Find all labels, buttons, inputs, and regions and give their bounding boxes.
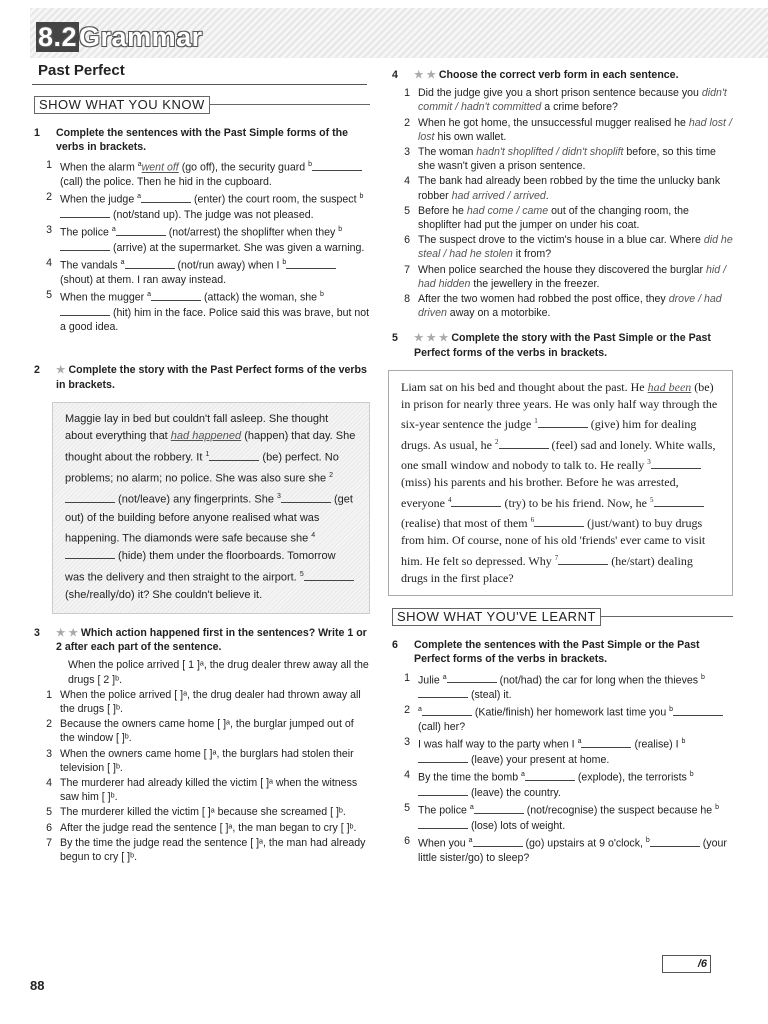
- page-number: 88: [30, 978, 45, 993]
- answer-blank[interactable]: [418, 785, 468, 796]
- exercise-4-heading: 4 ★ ★ Choose the correct verb form in each sentence.: [392, 69, 679, 81]
- exercise-5-heading: 5 ★ ★ ★ Complete the story with the Past Simple or the Past Perfect forms of the verbs in brackets.: [392, 332, 711, 359]
- answer-blank[interactable]: [418, 687, 468, 698]
- answer-blank[interactable]: [60, 305, 110, 316]
- answer-blank[interactable]: [65, 548, 115, 559]
- exercise-5-story: Liam sat on his bed and thought about the past. He had been (be) in prison for nearly three years. He was only half way through the six-year sentence the judge $^1$ (give) him for dealing drugs. As usual, he $^2$ (feel) sad and lonely. White walls, one small window and nobody to talk to. He really $^3$ (miss) his parents and his brother. Before he was arrested, everyone $^4$ (try) to be his friend. Now, he $^5$ (realise) that most of them $^6$ (just/want) to buy drugs from him. Of course, none of his old 'friends' ever came to visit him. He felt so depressed. Why $^7$ (he/start) dealing drugs in the first place?: [388, 370, 733, 596]
- ex1-item-3: 3 The police $^a$ (not/arrest) the shoplifter when they $^b$ (arrive) at the supermarket. She was given a warning.: [46, 224, 365, 255]
- exercise-1-heading: 1 Complete the sentences with the Past Simple forms of the verbs in brackets.: [34, 127, 348, 154]
- verb-choice[interactable]: had lost / lost: [418, 116, 732, 143]
- answer-blank[interactable]: [209, 450, 259, 461]
- answer-blank[interactable]: [654, 496, 704, 507]
- ex6-item-3: 3 I was half way to the party when I $^a$ (realise) I $^b$ (leave) your present at home.: [404, 736, 686, 767]
- ex3-item-1: 1 When the police arrived [ ]ᵃ, the drug dealer had thrown away all the drugs [ ]ᵇ.: [46, 688, 361, 715]
- answer-blank[interactable]: [125, 258, 175, 269]
- answer-blank[interactable]: [141, 192, 191, 203]
- ex6-item-4: 4 By the time the bomb $^a$ (explode), the terrorists $^b$ (leave) the country.: [404, 769, 694, 800]
- ex1-item-2: 2 When the judge $^a$ (enter) the court room, the suspect $^b$ (not/stand up). The judge was not pleased.: [46, 191, 364, 222]
- ex4-item-2: 2 When he got home, the unsuccessful mugger realised he had lost / lost his own wallet.: [404, 116, 732, 143]
- ex4-item-1: 1 Did the judge give you a short prison sentence because you didn't commit / hadn't committed a crime before?: [404, 87, 727, 114]
- show-what-youve-learnt-header: [388, 608, 733, 636]
- exercise-2-story: Maggie lay in bed but couldn't fall asleep. She thought about everything that had happened (happen) that day. She thought about the robbery. It $^1$ (be) perfect. No problems; no alarm; no police. She was also sure she $^2$ (not/leave) any fingerprints. She $^3$ (get out) of the building before anyone realised what was happening. The diamonds were safe because she $^4$ (hide) them under the floorboards. Tomorrow was the delivery and then straight to the airport. $^5$ (she/really/do) it? She couldn't believe it.: [52, 402, 370, 614]
- answer-blank[interactable]: [151, 290, 201, 301]
- difficulty-stars: ★ ★ ★: [414, 332, 449, 345]
- answer-blank[interactable]: [312, 160, 362, 171]
- answer-blank[interactable]: [60, 240, 110, 251]
- score-box[interactable]: /6: [662, 955, 711, 973]
- answer-blank[interactable]: [650, 836, 700, 847]
- answer-blank[interactable]: [65, 492, 115, 503]
- answer-blank[interactable]: [281, 492, 331, 503]
- show-what-youve-learnt-label: SHOW WHAT YOU'VE LEARNT: [392, 608, 601, 626]
- verb-choice[interactable]: didn't commit / hadn't committed: [418, 87, 727, 114]
- sample-answer: went off: [141, 161, 179, 174]
- verb-choice[interactable]: hid / had hidden: [418, 263, 727, 290]
- show-what-you-know-header: [30, 96, 370, 124]
- ex4-item-8: 8 After the two women had robbed the post office, they drove / had driven away on a motorbike.: [404, 293, 722, 320]
- ex1-item-1: 1 When the alarm $^a$went off (go off), the security guard $^b$ (call) the police. Then he hid in the cupboard.: [30, 158, 370, 189]
- ex1-item-5: 5 When the mugger $^a$ (attack) the woman, she $^b$ (hit) him in the face. Police said this was brave, but not a good idea.: [46, 289, 370, 334]
- answer-blank[interactable]: [473, 836, 523, 847]
- answer-blank[interactable]: [581, 737, 631, 748]
- ex4-item-7: 7 When police searched the house they discovered the burglar hid / had hidden the jewellery in the freezer.: [404, 263, 727, 290]
- verb-choice[interactable]: did he steal / had he stolen: [418, 234, 733, 261]
- unit-number: 8.2: [38, 22, 78, 52]
- ex4-item-3: 3 The woman hadn't shoplifted / didn't shoplift before, so this time she wasn't given a prison sentence.: [404, 146, 716, 173]
- answer-blank[interactable]: [418, 818, 468, 829]
- difficulty-stars: ★ ★: [414, 69, 436, 81]
- difficulty-stars: ★ ★: [56, 626, 78, 639]
- sample-answer: had happened: [170, 430, 242, 443]
- ex3-item-2: 2 Because the owners came home [ ]ᵃ, the burglar jumped out of the window [ ]ᵇ.: [46, 718, 354, 745]
- answer-blank[interactable]: [538, 417, 588, 428]
- sample-answer: had been: [647, 379, 692, 394]
- exercise-3-heading: 3 ★ ★ Which action happened first in the sentences? Write 1 or 2 after each part of the sentence.: [34, 626, 367, 654]
- ex4-item-5: 5 Before he had come / came out of the changing room, the shoplifter had put the jumper on under his coat.: [404, 204, 689, 232]
- section-title-rule: [32, 84, 367, 85]
- show-what-you-know-label: SHOW WHAT YOU KNOW: [34, 96, 210, 114]
- unit-heading: [36, 22, 203, 53]
- ex1-item-4: 4 The vandals $^a$ (not/run away) when I $^b$ (shout) at them. I ran away instead.: [30, 256, 370, 287]
- answer-blank[interactable]: [534, 516, 584, 527]
- answer-blank[interactable]: [525, 770, 575, 781]
- answer-blank[interactable]: [60, 207, 110, 218]
- answer-blank[interactable]: [116, 225, 166, 236]
- exercise-6-heading: 6 Complete the sentences with the Past Simple or the Past Perfect forms of the verbs in brackets.: [392, 639, 700, 666]
- verb-choice[interactable]: had arrived / arrived: [451, 189, 546, 202]
- answer-blank[interactable]: [558, 554, 608, 565]
- exercise-1-items: [30, 158, 370, 334]
- exercise-2-heading: 2 ★ Complete the story with the Past Perfect forms of the verbs in brackets.: [34, 364, 367, 391]
- ex3-item-5: 5 The murderer killed the victim [ ]ᵃ because she screamed [ ]ᵇ.: [46, 806, 346, 819]
- difficulty-stars: ★: [56, 364, 66, 377]
- unit-title: Grammar: [79, 22, 203, 52]
- verb-choice[interactable]: had come / came: [466, 204, 549, 217]
- ex6-item-2: 2 $^a$ (Katie/finish) her homework last time you $^b$ (call) her?: [388, 703, 733, 734]
- verb-choice[interactable]: hadn't shoplifted / didn't shoplift: [476, 146, 624, 159]
- answer-blank[interactable]: [499, 438, 549, 449]
- ex3-item-6: 6 After the judge read the sentence [ ]ᵃ, the man began to cry [ ]ᵇ.: [46, 821, 357, 834]
- ex3-item-4: 4 The murderer had already killed the victim [ ]ᵃ when the witness saw him [ ]ᵇ.: [46, 776, 358, 804]
- ex6-item-1: 1 Julie $^a$ (not/had) the car for long when the thieves $^b$ (steal) it.: [404, 671, 705, 702]
- answer-blank[interactable]: [474, 803, 524, 814]
- ex3-item-3: 3 When the owners came home [ ]ᵃ, the burglars had stolen their television [ ]ᵇ.: [46, 747, 354, 774]
- answer-blank[interactable]: [673, 705, 723, 716]
- ex3-item-7: 7 By the time the judge read the sentence [ ]ᵃ, the man had already begun to cry [ ]ᵇ.: [46, 836, 366, 863]
- answer-blank[interactable]: [422, 705, 472, 716]
- answer-blank[interactable]: [447, 672, 497, 683]
- ex4-item-4: 4 The bank had already been robbed by the time the unlucky bank robber had arrived / arrived.: [404, 175, 721, 202]
- right-column: [388, 66, 733, 866]
- answer-blank[interactable]: [286, 258, 336, 269]
- answer-blank[interactable]: [418, 752, 468, 763]
- answer-blank[interactable]: [304, 570, 354, 581]
- verb-choice[interactable]: drove / had driven: [418, 293, 722, 320]
- ex3-example: When the police arrived [ 1 ]ᵃ, the drug dealer threw away all the drugs [ 2 ]ᵇ.: [68, 659, 369, 686]
- answer-blank[interactable]: [651, 458, 701, 469]
- ex6-item-5: 5 The police $^a$ (not/recognise) the suspect because he $^b$ (lose) lots of weight.: [404, 802, 720, 833]
- answer-blank[interactable]: [451, 496, 501, 507]
- ex4-item-6: 6 The suspect drove to the victim's house in a blue car. Where did he steal / had he stolen it from?: [404, 234, 733, 261]
- left-column: [30, 96, 370, 865]
- section-title: Past Perfect: [38, 62, 125, 79]
- ex6-item-6: 6 When you $^a$ (go) upstairs at 9 o'clock, $^b$ (your little sister/go) to sleep?: [404, 835, 727, 864]
